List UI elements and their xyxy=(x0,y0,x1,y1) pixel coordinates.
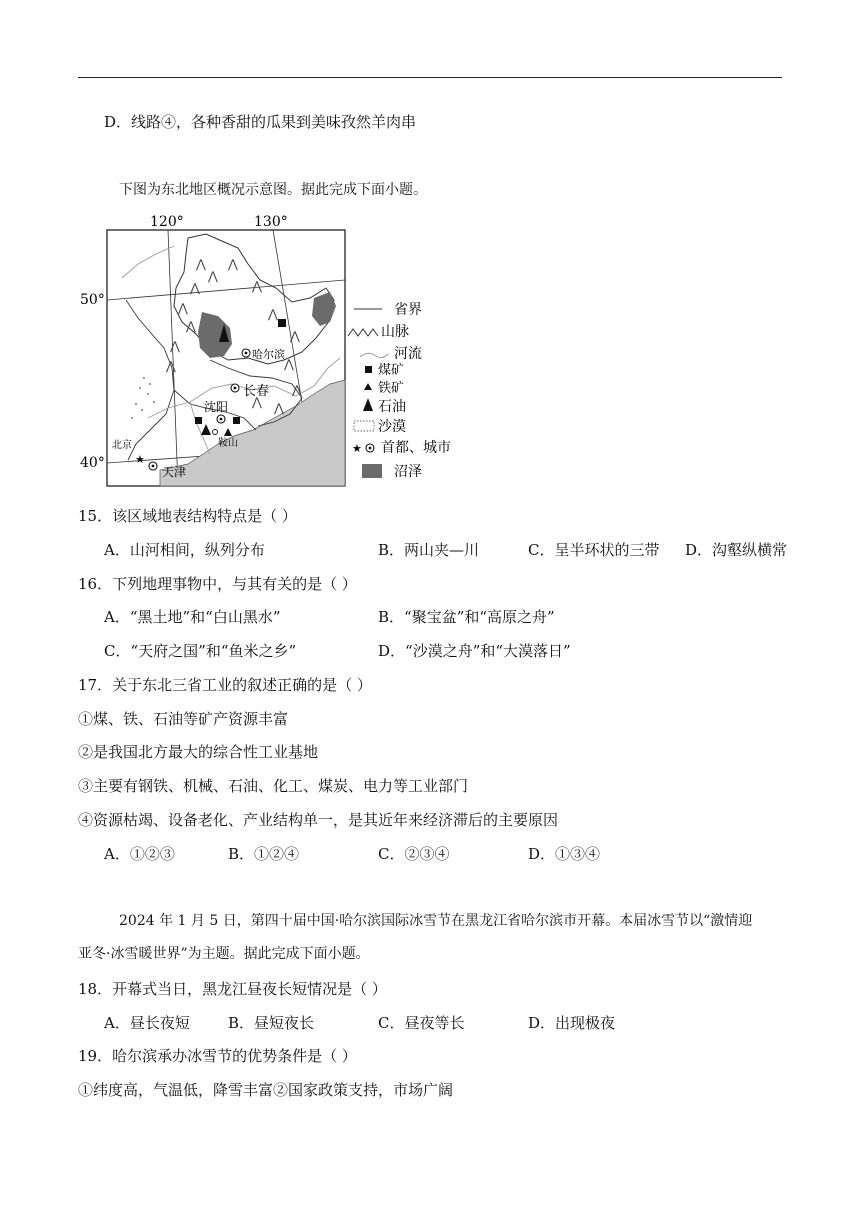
legend-coal-icon xyxy=(365,366,372,373)
q17-statement-2: ②是我国北方最大的综合性工业基地 xyxy=(78,743,319,761)
shenyang-label: 沈阳 xyxy=(204,400,229,414)
q15-option-d[interactable]: D．沟壑纵横常 xyxy=(685,541,788,559)
svg-text:⋀: ⋀ xyxy=(252,395,262,409)
q19-stem: 19．哈尔滨承办冰雪节的优势条件是（ ） xyxy=(78,1047,357,1065)
legend-mountain: 山脉 xyxy=(381,324,409,340)
map-legend xyxy=(348,301,451,480)
q18-option-b[interactable]: B．昼短夜长 xyxy=(228,1014,315,1032)
q17-option-d[interactable]: D．①③④ xyxy=(528,845,601,863)
svg-text:⋀: ⋀ xyxy=(292,383,302,397)
q16-option-b[interactable]: B．“聚宝盆”和“高原之舟” xyxy=(378,608,555,626)
q15-stem: 15．该区域地表结构特点是（ ） xyxy=(78,507,297,525)
beijing-label: 北京 xyxy=(112,440,132,451)
q17-stem: 17．关于东北三省工业的叙述正确的是（ ） xyxy=(78,676,372,694)
q19-statement-1: ①纬度高，气温低，降雪丰富②国家政策支持，市场广阔 xyxy=(78,1081,454,1099)
svg-text:⋀: ⋀ xyxy=(252,279,262,293)
legend-desert: 沙漠 xyxy=(378,419,406,435)
svg-text:⋀: ⋀ xyxy=(208,269,218,283)
beijing-star-icon: ★ xyxy=(135,453,145,466)
lon-130-label: 130° xyxy=(254,214,288,230)
harbin-intro-line-2: 亚冬·冰雪暖世界”为主题。据此完成下面小题。 xyxy=(78,946,370,962)
q16-option-d[interactable]: D．“沙漠之舟”和“大漠落日” xyxy=(378,642,571,660)
legend-oil: 石油 xyxy=(378,399,406,415)
legend-capital-city: 首都、城市 xyxy=(381,440,451,456)
svg-text:⋀: ⋀ xyxy=(178,301,188,315)
q17-statement-3: ③主要有钢铁、机械、石油、化工、煤炭、电力等工业部门 xyxy=(78,777,469,795)
harbin-intro-line-1: 2024 年 1 月 5 日，第四十届中国·哈尔滨国际冰雪节在黑龙江省哈尔滨市开幕。本届冰雪节以“激情迎 xyxy=(119,913,753,929)
legend-river: 河流 xyxy=(394,346,422,362)
anshan-label: 鞍山 xyxy=(218,438,238,449)
svg-text:⋀: ⋀ xyxy=(284,357,294,371)
legend-river-icon xyxy=(360,353,388,357)
lat-50-label: 50° xyxy=(80,292,105,308)
q17-option-b[interactable]: B．①②④ xyxy=(228,845,300,863)
svg-text:⋀: ⋀ xyxy=(228,257,238,271)
legend-iron-icon xyxy=(364,383,372,390)
q15-option-b[interactable]: B．两山夹—川 xyxy=(378,541,480,559)
legend-mountain-icon xyxy=(348,329,378,336)
q17-option-a[interactable]: A．①②③ xyxy=(104,845,175,863)
legend-boundary: 省界 xyxy=(394,302,422,318)
anshan-city-marker xyxy=(213,430,218,435)
legend-swamp: 沼泽 xyxy=(394,464,422,480)
q15-option-a[interactable]: A．山河相间，纵列分布 xyxy=(104,541,265,559)
q16-option-a[interactable]: A．“黑土地”和“白山黑水” xyxy=(104,608,281,626)
changchun-label: 长春 xyxy=(243,384,270,399)
svg-text:⋀: ⋀ xyxy=(166,359,176,373)
coal-mine-marker xyxy=(278,319,286,327)
svg-text:⋀: ⋀ xyxy=(196,257,206,271)
svg-text:⋀: ⋀ xyxy=(170,339,180,353)
lon-120-label: 120° xyxy=(150,214,184,230)
prev-option-d: D．线路④，各种香甜的瓜果到美味孜然羊肉串 xyxy=(104,113,417,131)
svg-text:⋀: ⋀ xyxy=(186,319,196,333)
q18-option-c[interactable]: C．昼夜等长 xyxy=(378,1014,465,1032)
svg-text:⋀: ⋀ xyxy=(274,401,284,415)
legend-iron: 铁矿 xyxy=(378,381,405,396)
lat-40-label: 40° xyxy=(80,455,105,471)
q15-option-c[interactable]: C．呈半环状的三带 xyxy=(528,541,660,559)
harbin-label: 哈尔滨 xyxy=(252,348,285,361)
northeast-china-map xyxy=(78,208,478,496)
legend-capital-star-icon: ★ xyxy=(352,442,362,455)
map-intro: 下图为东北地区概况示意图。据此完成下面小题。 xyxy=(119,182,427,198)
legend-coal: 煤矿 xyxy=(378,363,405,378)
tianjin-label: 天津 xyxy=(162,465,187,479)
q17-option-c[interactable]: C．②③④ xyxy=(378,845,450,863)
legend-oil-icon xyxy=(363,398,373,411)
q17-statement-4: ④资源枯竭、设备老化、产业结构单一，是其近年来经济滞后的主要原因 xyxy=(78,811,559,829)
svg-text:⋀: ⋀ xyxy=(268,307,278,321)
q18-stem: 18．开幕式当日，黑龙江昼夜长短情况是（ ） xyxy=(78,980,387,998)
q18-option-d[interactable]: D．出现极夜 xyxy=(528,1014,616,1032)
legend-swamp-icon xyxy=(362,464,382,478)
coal-mine-marker xyxy=(233,417,240,424)
q17-statement-1: ①煤、铁、石油等矿产资源丰富 xyxy=(78,710,289,728)
svg-text:⋀: ⋀ xyxy=(190,281,200,295)
q16-option-c[interactable]: C．“天府之国”和“鱼米之乡” xyxy=(104,642,297,660)
coal-mine-marker xyxy=(195,417,202,424)
svg-text:⋀: ⋀ xyxy=(290,329,300,343)
q18-option-a[interactable]: A．昼长夜短 xyxy=(104,1014,190,1032)
header-rule xyxy=(78,77,782,78)
legend-desert-icon xyxy=(354,421,374,431)
q16-stem: 16．下列地理事物中，与其有关的是（ ） xyxy=(78,575,357,593)
